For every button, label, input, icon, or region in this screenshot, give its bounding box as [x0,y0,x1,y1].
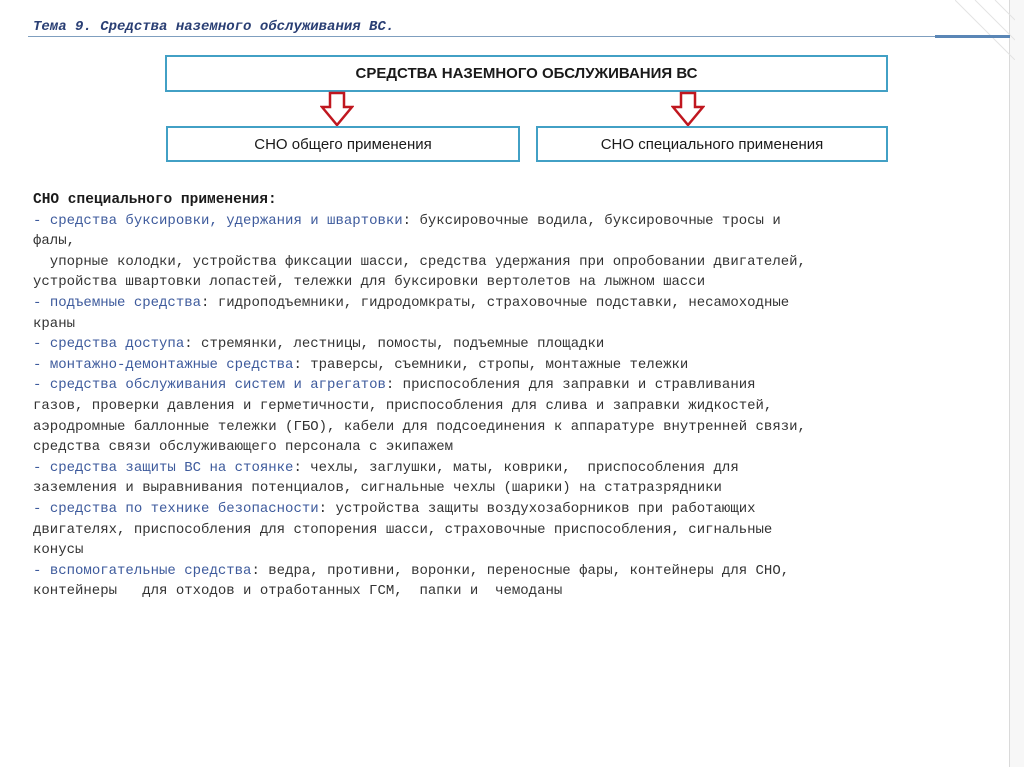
category-items: : приспособления для заправки и стравливания [385,377,756,394]
title-underline [28,36,1010,37]
page-title: Тема 9. Средства наземного обслуживания ВС. [33,19,395,35]
category-items: : буксировочные водила, буксировочные тросы и [402,212,781,229]
list-dash: - [33,356,50,373]
list-dash: - [33,336,50,353]
category-items: : стремянки, лестницы, помосты, подъемные площадки [184,336,605,353]
diagram-right-label: СНО специального применения [600,135,824,153]
category-label: средства защиты ВС на стоянке [49,459,294,476]
category-label: монтажно-демонтажные средства [49,356,294,373]
slide-edge-line [1009,0,1010,767]
diagram-left-label: СНО общего применения [254,135,432,153]
category-items: : гидроподъемники, гидродомкраты, страховочные подставки, несамоходные [201,294,790,311]
content-line [33,231,1008,252]
line-text: заземления и выравнивания потенциалов, сигнальные чехлы (шарики) на статразрядники [33,480,722,497]
content-line [33,478,1008,499]
arrow-down-icon [320,91,354,127]
category-label: средства буксировки, удержания и швартовки [49,212,403,229]
content-line [33,272,1008,293]
list-dash: - [33,294,50,311]
corner-decoration [955,0,1015,60]
content-line [33,499,1008,520]
content-line [33,520,1008,541]
content-line [33,375,1008,396]
list-dash: - [33,377,50,394]
category-items: : траверсы, съемники, стропы, монтажные тележки [293,356,689,373]
content-block [33,190,1008,602]
content-line [33,396,1008,417]
category-label: подъемные средства [49,294,202,311]
content-line [33,437,1008,458]
content-lines [33,211,1008,602]
diagram-main-box [165,55,888,92]
diagram-right-box [536,126,888,162]
line-text: средства связи обслуживающего персонала с экипажем [33,439,454,456]
content-line [33,355,1008,376]
content-line [33,417,1008,438]
category-items: : устройства защиты воздухозаборников при работающих [318,500,756,517]
arrow-down-icon [671,91,705,127]
content-line [33,293,1008,314]
line-text: устройства швартовки лопастей, тележки для буксировки вертолетов на лыжном шасси [33,274,706,291]
slide-edge-strip [1009,0,1024,767]
content-line [33,252,1008,273]
line-text: конусы [33,542,84,559]
list-dash: - [33,212,50,229]
line-text: газов, проверки давления и герметичности, приспособления для слива и заправки жидкостей, [33,397,773,414]
content-heading: СНО специального применения: [33,192,277,208]
diagram-left-box [166,126,520,162]
list-dash: - [33,459,50,476]
diagram-main-label: СРЕДСТВА НАЗЕМНОГО ОБСЛУЖИВАНИЯ ВС [355,65,698,82]
line-text: фалы, [33,233,76,250]
category-label: средства по технике безопасности [49,500,319,517]
content-line [33,314,1008,335]
content-line [33,334,1008,355]
content-line [33,561,1008,582]
category-label: средства доступа [49,336,185,353]
line-text: краны [33,315,76,332]
line-text: двигателях, приспособления для стопорения шасси, страховочные приспособления, сигнальные [33,521,773,538]
content-line [33,211,1008,232]
content-line [33,458,1008,479]
category-items: : чехлы, заглушки, маты, коврики, приспособления для [293,459,739,476]
category-label: средства обслуживания систем и агрегатов [49,377,386,394]
content-line [33,581,1008,602]
line-text: аэродромные баллонные тележки (ГБО), кабели для подсоединения к аппаратуре внутренней связи, [33,418,806,435]
list-dash: - [33,562,50,579]
content-line [33,540,1008,561]
line-text: упорные колодки, устройства фиксации шасси, средства удержания при опробовании двигателей, [33,253,806,270]
category-label: вспомогательные средства [49,562,252,579]
line-text: контейнеры для отходов и отработанных ГСМ, папки и чемоданы [33,583,563,600]
title-underline-accent [935,35,1010,38]
category-items: : ведра, противни, воронки, переносные фары, контейнеры для СНО, [251,562,790,579]
list-dash: - [33,500,50,517]
